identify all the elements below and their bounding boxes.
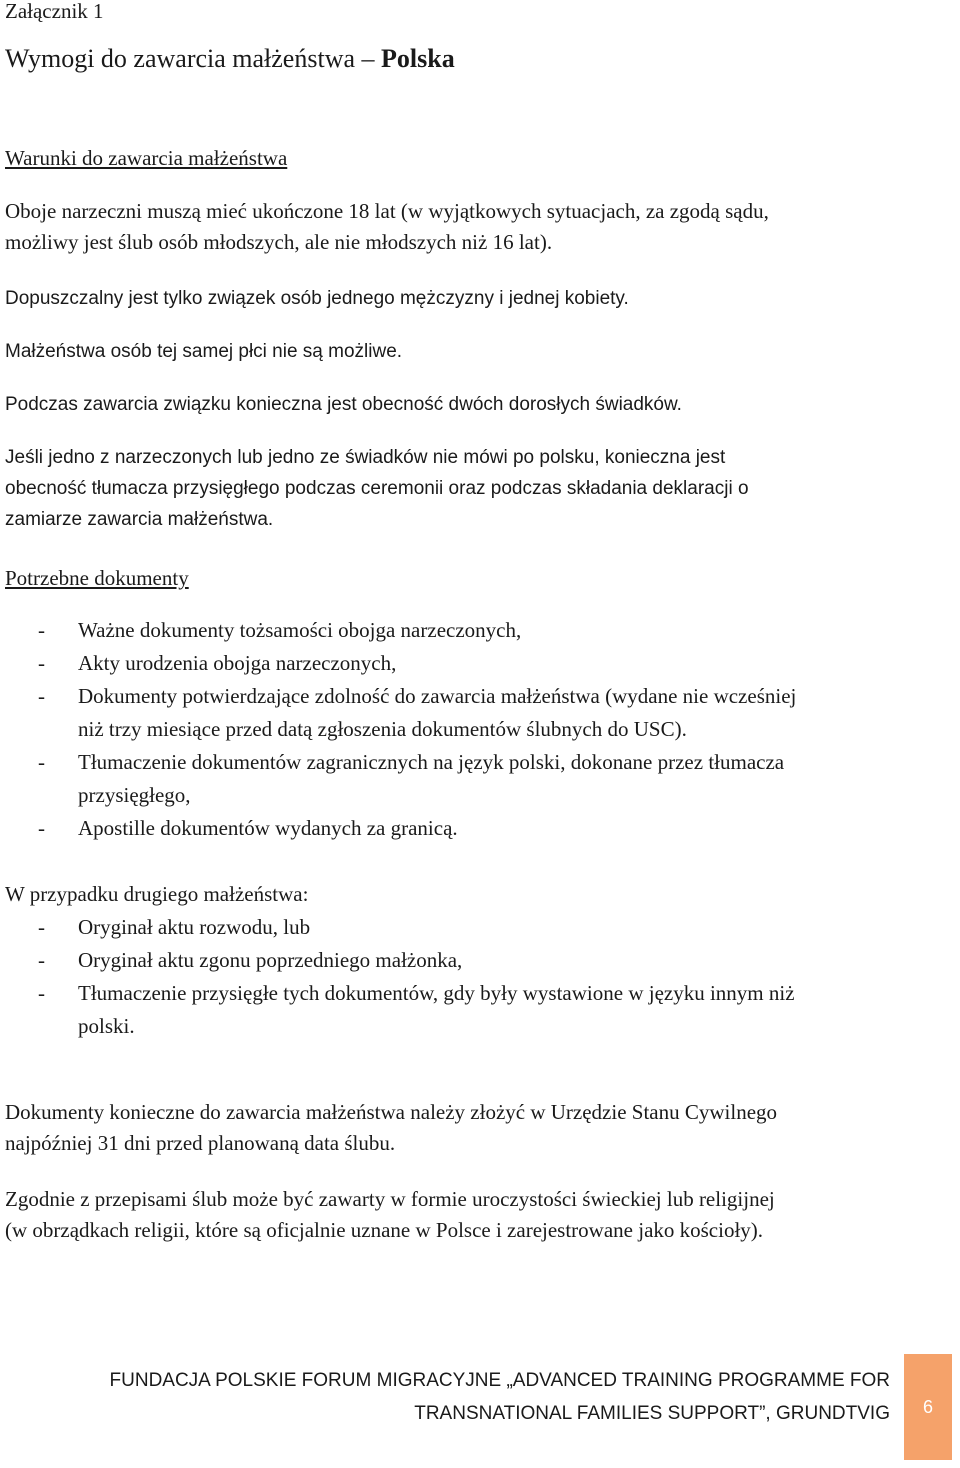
list-dash: - [38, 981, 45, 1005]
list-item [5, 944, 935, 977]
list-item [5, 614, 935, 647]
list-dash: - [38, 618, 45, 642]
list-item [5, 647, 935, 680]
list-item-text: Akty urodzenia obojga narzeczonych, [78, 651, 397, 675]
list-item-text: Tłumaczenie przysięgłe tych dokumentów, gdy były wystawione w języku innym niż [78, 981, 795, 1005]
paragraph-line: Oboje narzeczni muszą mieć ukończone 18 lat (w wyjątkowych sytuacjach, za zgodą sądu, [5, 199, 769, 223]
paragraph-deadline [5, 1097, 935, 1159]
paragraph-line: Małżeństwa osób tej samej płci nie są możliwe. [5, 341, 403, 362]
paragraph-line: zamiarze zawarcia małżeństwa. [5, 509, 274, 530]
footer-line: FUNDACJA POLSKIE FORUM MIGRACYJNE „ADVANCED TRAINING PROGRAMME FOR [109, 1370, 890, 1391]
paragraph-witnesses [5, 389, 935, 420]
paragraph-ceremony-form [5, 1184, 935, 1246]
list-item-text: Apostille dokumentów wydanych za granicą. [78, 816, 458, 840]
paragraph-translator [5, 442, 935, 535]
list-item-text: Ważne dokumenty tożsamości obojga narzeczonych, [78, 618, 522, 642]
paragraph-line: Zgodnie z przepisami ślub może być zawarty w formie uroczystości świeckiej lub religijnej [5, 1187, 775, 1211]
page-number-badge: 6 [904, 1354, 952, 1460]
paragraph-line: Dokumenty konieczne do zawarcia małżeństwa należy złożyć w Urzędzie Stanu Cywilnego [5, 1100, 778, 1124]
paragraph-line: najpóźniej 31 dni przed planowaną data ślubu. [5, 1131, 396, 1155]
paragraph-line: Podczas zawarcia związku konieczna jest obecność dwóch dorosłych świadków. [5, 394, 682, 415]
list-item-text: Oryginał aktu zgonu poprzedniego małżonka, [78, 948, 463, 972]
list-item [5, 746, 935, 812]
list-item-text: Dokumenty potwierdzające zdolność do zawarcia małżeństwa (wydane nie wcześniej [78, 684, 797, 708]
list-item-text: Tłumaczenie dokumentów zagranicznych na język polski, dokonane przez tłumacza [78, 750, 785, 774]
list-item-text: Oryginał aktu rozwodu, lub [78, 915, 311, 939]
paragraph-union [5, 283, 935, 314]
section-heading-second-marriage [5, 879, 935, 910]
paragraph-same-sex [5, 336, 935, 367]
paragraph-age [5, 196, 935, 258]
paragraph-line: możliwy jest ślub osób młodszych, ale nie młodszych niż 16 lat). [5, 230, 553, 254]
page-footer [100, 1364, 890, 1430]
list-item [5, 680, 935, 746]
paragraph-line: W przypadku drugiego małżeństwa: [5, 882, 309, 906]
list-item [5, 812, 935, 845]
title-main: Wymogi do zawarcia małżeństwa – [5, 44, 382, 73]
paragraph-line: (w obrządkach religii, które są oficjalnie uznane w Polsce i zarejestrowane jako kościoły). [5, 1218, 764, 1242]
list-dash: - [38, 684, 45, 708]
list-item-text: przysięgłego, [78, 783, 191, 807]
paragraph-line: obecność tłumacza przysięgłego podczas ceremonii oraz podczas składania deklaracji o [5, 478, 749, 499]
list-item-text: polski. [78, 1014, 135, 1038]
list-item [5, 911, 935, 944]
footer-line: TRANSNATIONAL FAMILIES SUPPORT”, GRUNDTVIG [414, 1403, 890, 1424]
section-heading-documents: Potrzebne dokumenty [5, 566, 189, 590]
paragraph-line: Dopuszczalny jest tylko związek osób jednego mężczyzny i jednej kobiety. [5, 288, 629, 309]
list-dash: - [38, 816, 45, 840]
list-dash: - [38, 651, 45, 675]
list-item [5, 977, 935, 1043]
section-heading-conditions: Warunki do zawarcia małżeństwa [5, 146, 288, 170]
list-item-text: niż trzy miesiące przed datą zgłoszenia dokumentów ślubnych do USC). [78, 717, 687, 741]
documents-list [5, 614, 935, 845]
page-title [5, 44, 455, 74]
second-marriage-list [5, 911, 935, 1043]
title-country: Polska [381, 44, 455, 73]
list-dash: - [38, 915, 45, 939]
paragraph-line: Jeśli jedno z narzeczonych lub jedno ze świadków nie mówi po polsku, konieczna jest [5, 447, 726, 468]
list-dash: - [38, 948, 45, 972]
list-dash: - [38, 750, 45, 774]
annex-label: Załącznik 1 [5, 0, 104, 23]
